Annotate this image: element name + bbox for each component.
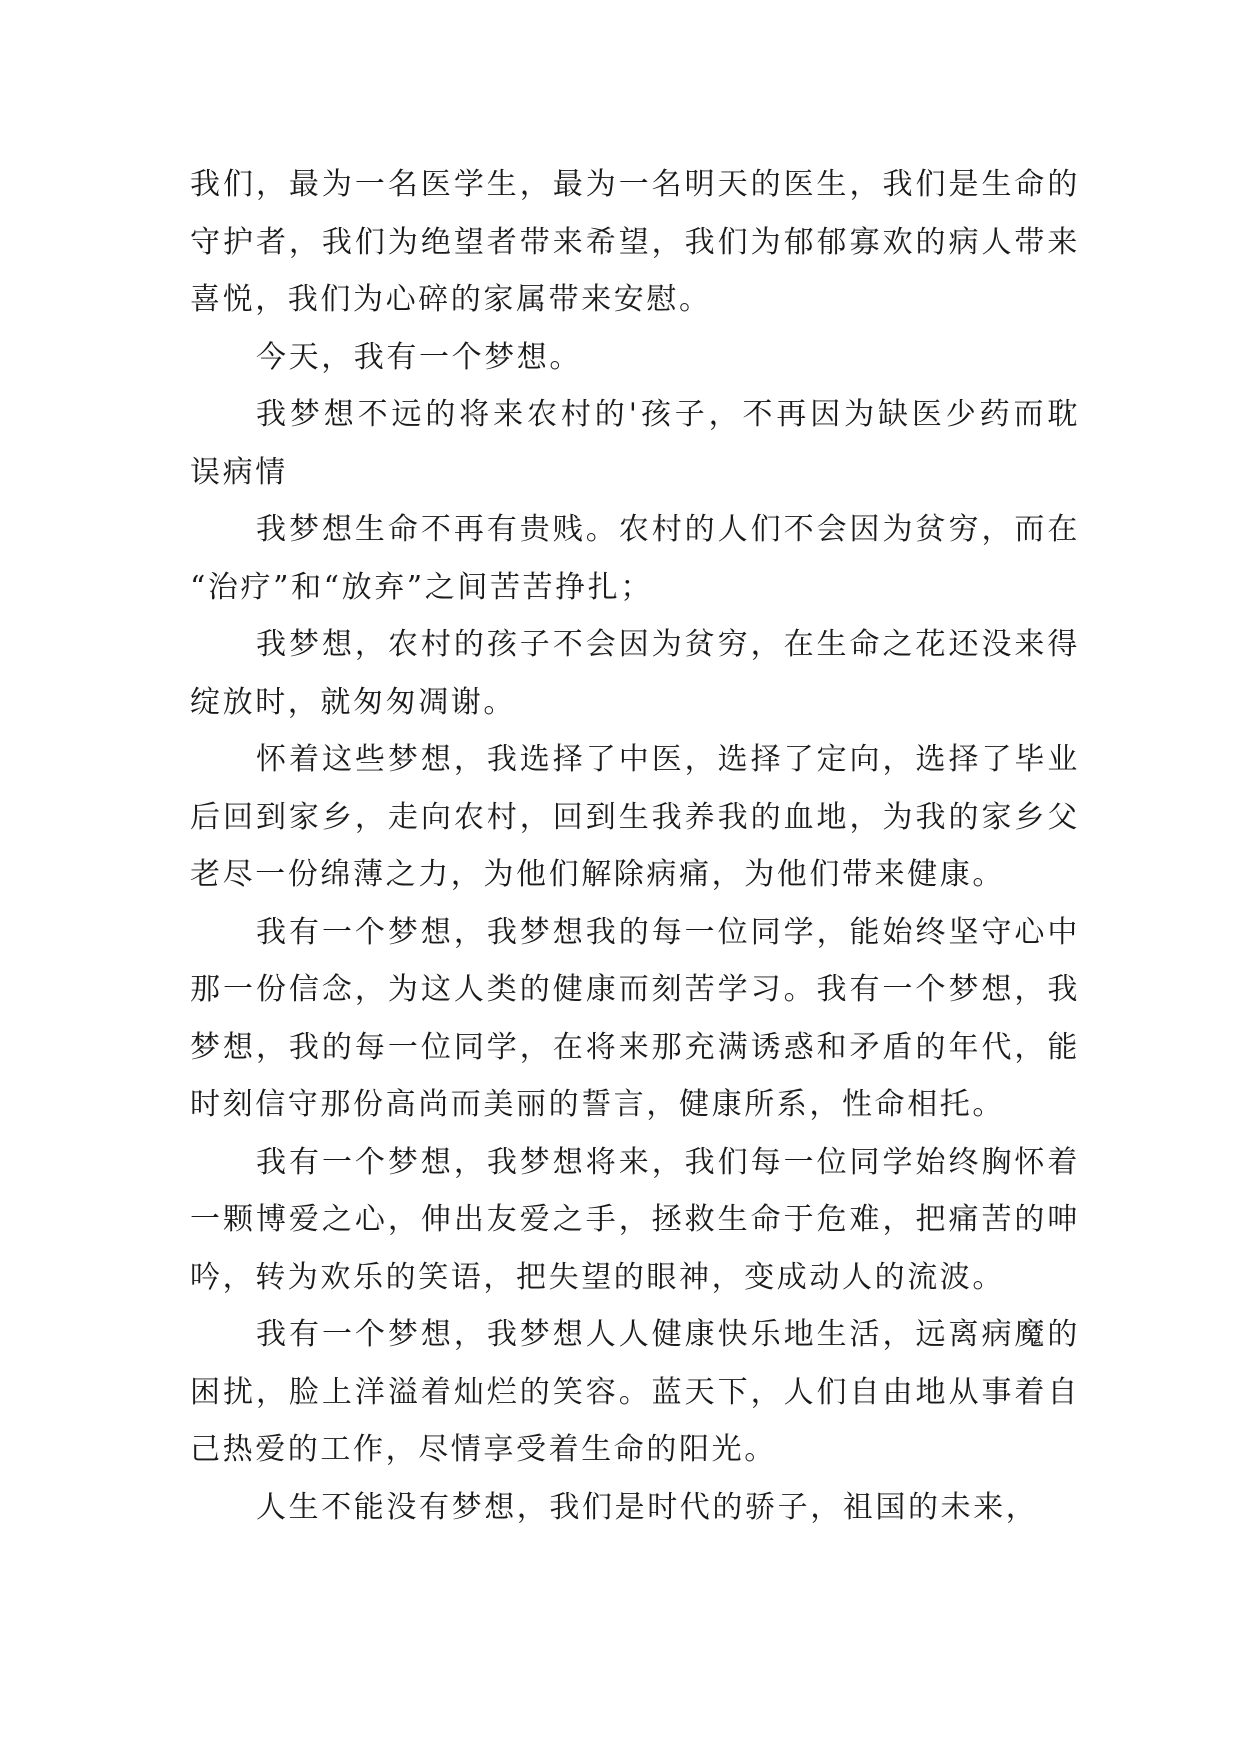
paragraph-3: 我梦想不远的将来农村的'孩子，不再因为缺医少药而耽误病情 bbox=[190, 397, 1080, 490]
paragraph-8: 我有一个梦想，我梦想将来，我们每一位同学始终胸怀着一颗博爱之心，伸出友爱之手，拯救生命于危难，把痛苦的呻吟，转为欢乐的笑语，把失望的眼神，变成动人的流波。 bbox=[190, 1144, 1080, 1295]
paragraph-4: 我梦想生命不再有贵贱。农村的人们不会因为贫穷，而在“治疗”和“放弃”之间苦苦挣扎； bbox=[190, 512, 1080, 605]
paragraph-10: 人生不能没有梦想，我们是时代的骄子，祖国的未来， bbox=[256, 1489, 1039, 1525]
paragraph-1: 我们，最为一名医学生，最为一名明天的医生，我们是生命的守护者，我们为绝望者带来希望，我们为郁郁寡欢的病人带来喜悦，我们为心碎的家属带来安慰。 bbox=[190, 167, 1080, 317]
paragraph-5: 我梦想，农村的孩子不会因为贫穷，在生命之花还没来得绽放时，就匆匆凋谢。 bbox=[190, 627, 1080, 720]
paragraph-7: 我有一个梦想，我梦想我的每一位同学，能始终坚守心中那一份信念，为这人类的健康而刻苦学习。我有一个梦想，我梦想，我的每一位同学，在将来那充满诱惑和矛盾的年代，能时刻信守那份高尚而美丽的誓言，健康所系，性命相托。 bbox=[190, 914, 1080, 1122]
paragraph-2: 今天，我有一个梦想。 bbox=[256, 339, 582, 375]
paragraph-6: 怀着这些梦想，我选择了中医，选择了定向，选择了毕业后回到家乡，走向农村，回到生我养我的血地，为我的家乡父老尽一份绵薄之力，为他们解除病痛，为他们带来健康。 bbox=[190, 742, 1080, 892]
document-body bbox=[190, 156, 1080, 1536]
paragraph-9: 我有一个梦想，我梦想人人健康快乐地生活，远离病魔的困扰，脸上洋溢着灿烂的笑容。蓝天下，人们自由地从事着自己热爱的工作，尽情享受着生命的阳光。 bbox=[190, 1317, 1080, 1467]
